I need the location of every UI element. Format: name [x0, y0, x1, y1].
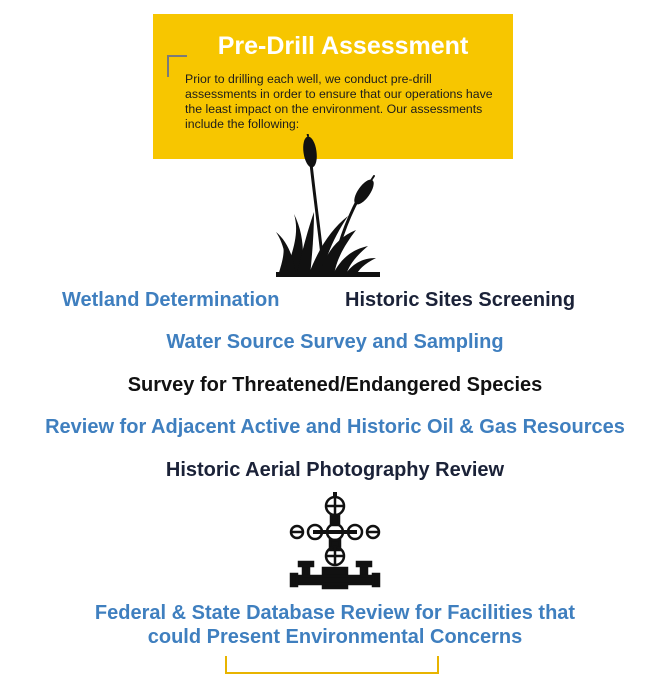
- wetland-determination: Wetland Determination: [62, 289, 280, 311]
- header-description: Prior to drilling each well, we conduct pre-drill assessments in order to ensure that our operations have the least impact on the environment. Our assessments include the following:: [185, 72, 493, 131]
- database-review-line-1: Federal & State Database Review for Facilities that: [94, 602, 576, 624]
- cattail-icon: [274, 134, 384, 279]
- database-review-line-2: could Present Environmental Concerns: [147, 626, 523, 648]
- aerial-photography-review: Historic Aerial Photography Review: [165, 459, 505, 481]
- wellhead-icon: [285, 492, 385, 592]
- water-source-survey: Water Source Survey and Sampling: [166, 331, 504, 353]
- oil-gas-review: Review for Adjacent Active and Historic Oil & Gas Resources: [45, 416, 625, 438]
- historic-sites-screening: Historic Sites Screening: [345, 289, 576, 311]
- bottom-bracket: [225, 656, 439, 674]
- page-title: Pre-Drill Assessment: [217, 32, 469, 60]
- species-survey: Survey for Threatened/Endangered Species: [127, 374, 543, 396]
